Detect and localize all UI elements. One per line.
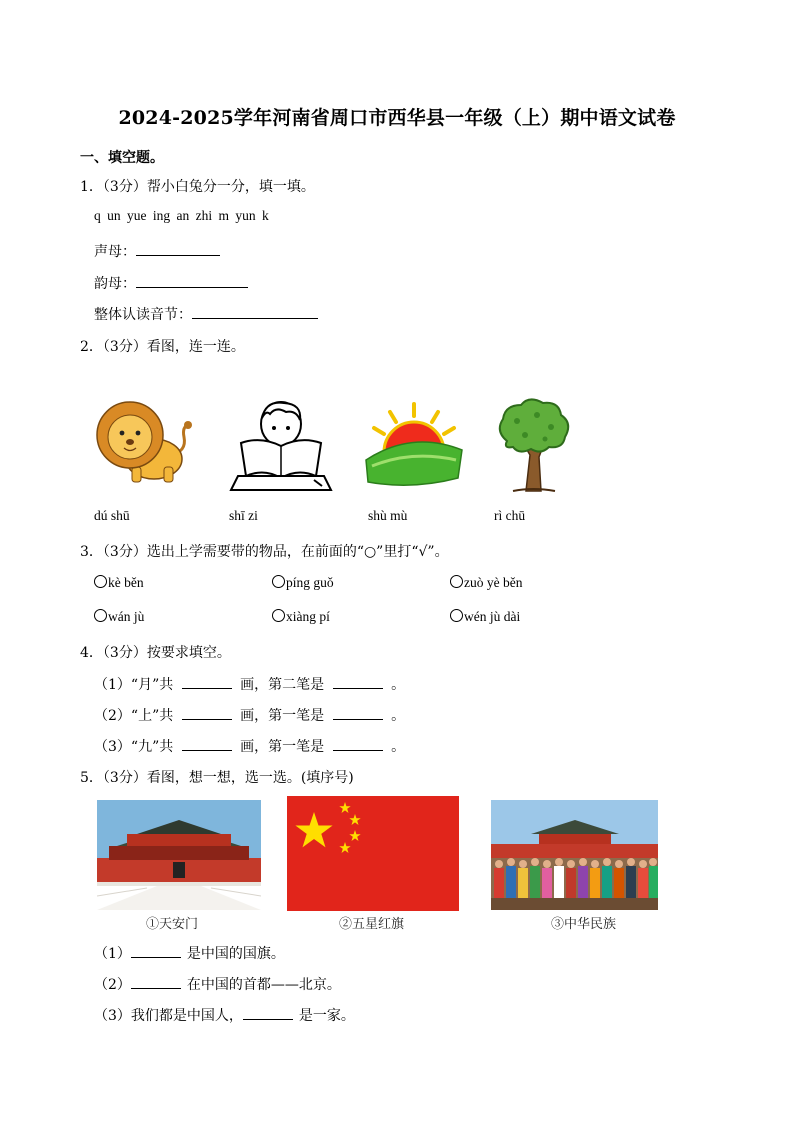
question-3-stem: 3．（3分）选出上学需要带的物品，在前面的“○”里打“√”。	[80, 544, 449, 560]
stroke-count-blank[interactable]	[182, 737, 232, 751]
q5-item-1	[94, 943, 285, 963]
q4-item-1	[94, 674, 405, 694]
q4-item-end: 。	[391, 739, 406, 755]
shengmu-row	[94, 241, 220, 261]
q3-option-6[interactable]	[450, 609, 520, 625]
q4-item-2	[94, 705, 405, 725]
shengmu-label: 声母：	[94, 244, 136, 260]
q5-answer-blank[interactable]	[131, 944, 181, 958]
q5-item-2	[94, 974, 341, 994]
option-circle-icon[interactable]	[450, 575, 463, 588]
option-circle-icon[interactable]	[272, 609, 285, 622]
stroke-count-blank[interactable]	[182, 706, 232, 720]
page-title: 2024-2025学年河南省周口市西华县一年级（上）期中语文试卷	[118, 107, 676, 129]
q5-item-prefix: 我们都是中国人，	[130, 1008, 243, 1024]
tree-image	[493, 397, 573, 495]
q2-pinyin-1: dú shū	[94, 508, 130, 523]
question-5-stem: 5．（3分）看图，想一想，选一选。(填序号)	[80, 770, 354, 786]
stroke-name-blank[interactable]	[333, 706, 383, 720]
q3-option-1[interactable]	[94, 575, 144, 591]
q4-item-number: （1）	[94, 677, 131, 693]
q3-option-4[interactable]	[94, 609, 144, 625]
q5-item-text: 是中国的国旗。	[186, 946, 285, 962]
q3-option-6-label: wén jù dài	[464, 609, 521, 624]
stroke-name-blank[interactable]	[333, 737, 383, 751]
stroke-name-blank[interactable]	[333, 675, 383, 689]
option-circle-icon[interactable]	[272, 575, 285, 588]
q4-item-end: 。	[391, 677, 406, 693]
reading-child-image	[226, 398, 336, 493]
question-2-stem: 2．（3分）看图，连一连。	[80, 339, 245, 355]
q5-item-number: （2）	[94, 977, 131, 993]
yunmu-row	[94, 273, 248, 293]
q5-item-3	[94, 1005, 355, 1025]
q4-item-end: 。	[391, 708, 406, 724]
caption-flag: ②五星红旗	[339, 917, 405, 932]
q4-item-number: （2）	[94, 708, 131, 724]
q5-item-text: 在中国的首都——北京。	[186, 977, 341, 993]
tiananmen-image	[97, 800, 261, 910]
shengmu-answer-blank[interactable]	[136, 242, 220, 256]
section-heading: 一、填空题。	[80, 150, 164, 166]
q4-item-char: “上”共	[130, 708, 174, 724]
q4-item-char: “月”共	[130, 677, 174, 693]
q2-pinyin-4: rì chū	[494, 508, 526, 523]
yunmu-answer-blank[interactable]	[136, 274, 248, 288]
q5-item-number: （3）	[94, 1008, 131, 1024]
q4-item-char: “九”共	[130, 739, 174, 755]
caption-tiananmen: ①天安门	[146, 917, 199, 932]
question-1-stem: 1．（3分）帮小白兔分一分，填一填。	[80, 179, 315, 195]
chinese-nation-image	[491, 800, 658, 910]
q3-option-1-label: kè běn	[108, 575, 144, 590]
sunrise-image	[362, 400, 466, 488]
zhengti-row	[94, 304, 318, 324]
q4-item-number: （3）	[94, 739, 131, 755]
q2-pinyin-3: shù mù	[368, 508, 408, 523]
q5-answer-blank[interactable]	[243, 1006, 293, 1020]
q3-option-4-label: wán jù	[108, 609, 145, 624]
zhengti-label: 整体认读音节：	[94, 307, 192, 323]
option-circle-icon[interactable]	[450, 609, 463, 622]
option-circle-icon[interactable]	[94, 609, 107, 622]
q4-item-text: 画，第一笔是	[240, 739, 325, 755]
lion-image	[92, 397, 192, 487]
q4-item-text: 画，第一笔是	[240, 708, 325, 724]
q5-item-number: （1）	[94, 946, 131, 962]
caption-nation: ③中华民族	[551, 917, 617, 932]
yunmu-label: 韵母：	[94, 276, 136, 292]
question-4-stem: 4．（3分）按要求填空。	[80, 645, 231, 661]
q4-item-text: 画，第二笔是	[240, 677, 325, 693]
q3-option-5-label: xiàng pí	[286, 609, 330, 624]
q3-option-3[interactable]	[450, 575, 522, 591]
q3-option-2[interactable]	[272, 575, 334, 591]
national-flag-image	[287, 796, 459, 911]
q3-option-5[interactable]	[272, 609, 330, 625]
question-1-pinyin: q un yue ing an zhi m yun k	[94, 208, 269, 223]
q3-option-3-label: zuò yè běn	[464, 575, 523, 590]
stroke-count-blank[interactable]	[182, 675, 232, 689]
option-circle-icon[interactable]	[94, 575, 107, 588]
q2-pinyin-2: shī zi	[229, 508, 258, 523]
zhengti-answer-blank[interactable]	[192, 305, 318, 319]
q4-item-3	[94, 736, 405, 756]
q5-item-text: 是一家。	[298, 1008, 355, 1024]
q5-answer-blank[interactable]	[131, 975, 181, 989]
q3-option-2-label: píng guǒ	[286, 575, 334, 590]
